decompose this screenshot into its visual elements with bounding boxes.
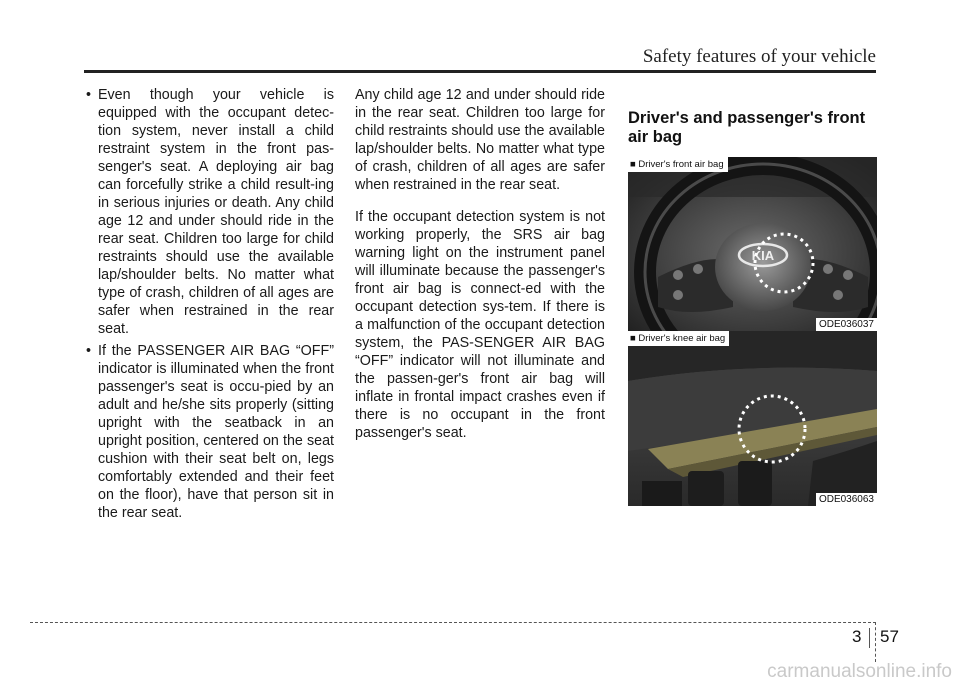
text-column-middle (355, 86, 605, 456)
bullet-item: • Even though your vehicle is equipped with the occupant detec-tion system, never install a child restraint system in the front pas-senger's seat. A deploying air bag can forcefully strike a child result-ing in serious injuries or death. Any child age 12 and under should ride in the rear seat. Children too large for child restraints should use the available lap/shoulder belts. No matter what type of crash, children of all ages are safer when restrained in the rear seat. (84, 86, 334, 338)
steering-wheel-illustration (628, 157, 877, 331)
figure-driver-front-airbag (628, 157, 877, 331)
page-divider (869, 628, 870, 648)
footer-vertical-rule (875, 622, 876, 662)
page-number: 57 (880, 627, 899, 646)
paragraph: If the occupant detection system is not working properly, the SRS air bag warning light on the instrument panel will illuminate because the passenger's front air bag is connect-ed with the occupant detection sys-tem. If there is a malfunction of the occupant detection system, the PAS-SENGER AIR BAG “OFF” indicator will not illuminate and the passen-ger's front air bag will inflate in frontal impact crashes even if there is no occupant in the front passenger's seat. (355, 209, 605, 441)
paragraph: Any child age 12 and under should ride in the rear seat. Children too large for child restraints should use the available lap/shoulder belts. No matter what type of crash, children of all ages are safer when restrained in the rear seat. (355, 87, 605, 193)
text-column-left (84, 86, 334, 526)
header-rule (84, 70, 876, 73)
figure-driver-knee-airbag (628, 331, 877, 506)
section-heading: Driver's and passenger's front air bag (628, 109, 866, 146)
knee-airbag-illustration (628, 331, 877, 506)
figure-code: ODE036037 (816, 318, 877, 331)
chapter-number: 3 (852, 627, 862, 646)
figure-caption: ■ Driver's front air bag (628, 157, 728, 172)
watermark: carmanualsonline.info (767, 661, 952, 682)
bullet-item: • If the PASSENGER AIR BAG “OFF” indicator is illuminated when the front passenger's seat is occu-pied by an adult and he/she sits properly (sitting upright with the seatback in an upright position, centered on the seat cushion with their seat belt on, legs comfortably extended and their feet on the floor), have that person sit in the rear seat. (84, 342, 334, 522)
running-header: Safety features of your vehicle (642, 46, 876, 67)
kia-logo: KIA (751, 248, 775, 263)
figure-code: ODE036063 (816, 493, 877, 506)
footer-rule (30, 622, 876, 623)
figure-caption: ■ Driver's knee air bag (628, 331, 729, 346)
